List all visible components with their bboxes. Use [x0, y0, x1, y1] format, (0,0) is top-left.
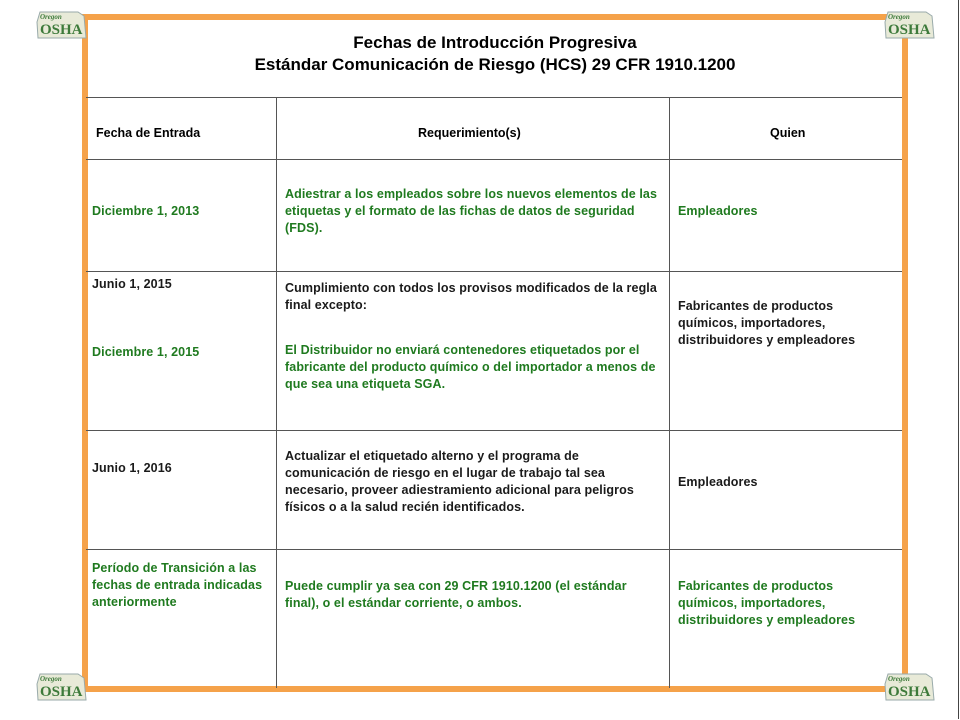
row2-requirement-1: Cumplimiento con todos los provisos modificados de la regla final excepto: [285, 281, 657, 312]
header-fecha-de-entrada: Fecha de Entrada [96, 126, 201, 140]
row4-date: Período de Transición a las fechas de entrada indicadas anteriormente [92, 561, 263, 609]
row1-who: Empleadores [678, 204, 758, 218]
row1-requirement: Adiestrar a los empleados sobre los nuevos elementos de las etiquetas y el formato de las fichas de datos de seguridad (FDS). [285, 187, 658, 235]
row2-who: Fabricantes de productos químicos, importadores, distribuidores y empleadores [678, 299, 856, 347]
row3-requirement: Actualizar el etiquetado alterno y el programa de comunicación de riesgo en el lugar de trabajo tal sea necesario, proveer adiestramiento adicional para peligros físicos o a la salud recién identificados. [285, 449, 634, 514]
table-row-rule [86, 430, 902, 431]
svg-text:OSHA: OSHA [888, 22, 931, 38]
frame-bottom-bar [60, 686, 906, 692]
svg-text:OSHA: OSHA [40, 684, 83, 700]
row4-requirement: Puede cumplir ya sea con 29 CFR 1910.1200 (el estándar final), o el estándar corriente, o ambos. [285, 579, 627, 610]
table-header-rule [86, 159, 902, 160]
oregon-osha-logo-bottom-right [882, 670, 936, 704]
svg-text:Oregon: Oregon [888, 675, 910, 683]
table-top-rule [86, 97, 902, 98]
header-requerimientos: Requerimiento(s) [418, 126, 521, 140]
row2-date-1: Junio 1, 2015 [92, 277, 172, 291]
table-column-rule [276, 98, 277, 688]
row3-date: Junio 1, 2016 [92, 461, 172, 475]
row3-who: Empleadores [678, 475, 758, 489]
svg-text:Oregon: Oregon [40, 675, 62, 683]
svg-text:OSHA: OSHA [40, 22, 83, 38]
table-column-rule [669, 98, 670, 688]
svg-text:OSHA: OSHA [888, 684, 931, 700]
row1-date: Diciembre 1, 2013 [92, 204, 200, 218]
frame-top-bar [60, 14, 906, 20]
svg-text:Oregon: Oregon [40, 13, 62, 21]
title-line-2: Estándar Comunicación de Riesgo (HCS) 29 CFR 1910.1200 [254, 55, 736, 74]
oregon-osha-logo-bottom-left [34, 670, 88, 704]
row2-date-2: Diciembre 1, 2015 [92, 345, 200, 359]
svg-text:Oregon: Oregon [888, 13, 910, 21]
title-line-1: Fechas de Introducción Progresiva [353, 33, 637, 52]
table-row-rule [86, 271, 902, 272]
frame-right-bar [902, 16, 908, 690]
header-quien: Quien [770, 126, 806, 140]
oregon-osha-logo-top-left [34, 8, 88, 42]
row4-who: Fabricantes de productos químicos, importadores, distribuidores y empleadores [678, 579, 856, 627]
frame-left-bar [82, 16, 88, 690]
row2-requirement-2: El Distribuidor no enviará contenedores etiquetados por el fabricante del producto químico o del importador a menos de que sea una etiqueta SGA. [285, 343, 656, 391]
table-row-rule [86, 549, 902, 550]
